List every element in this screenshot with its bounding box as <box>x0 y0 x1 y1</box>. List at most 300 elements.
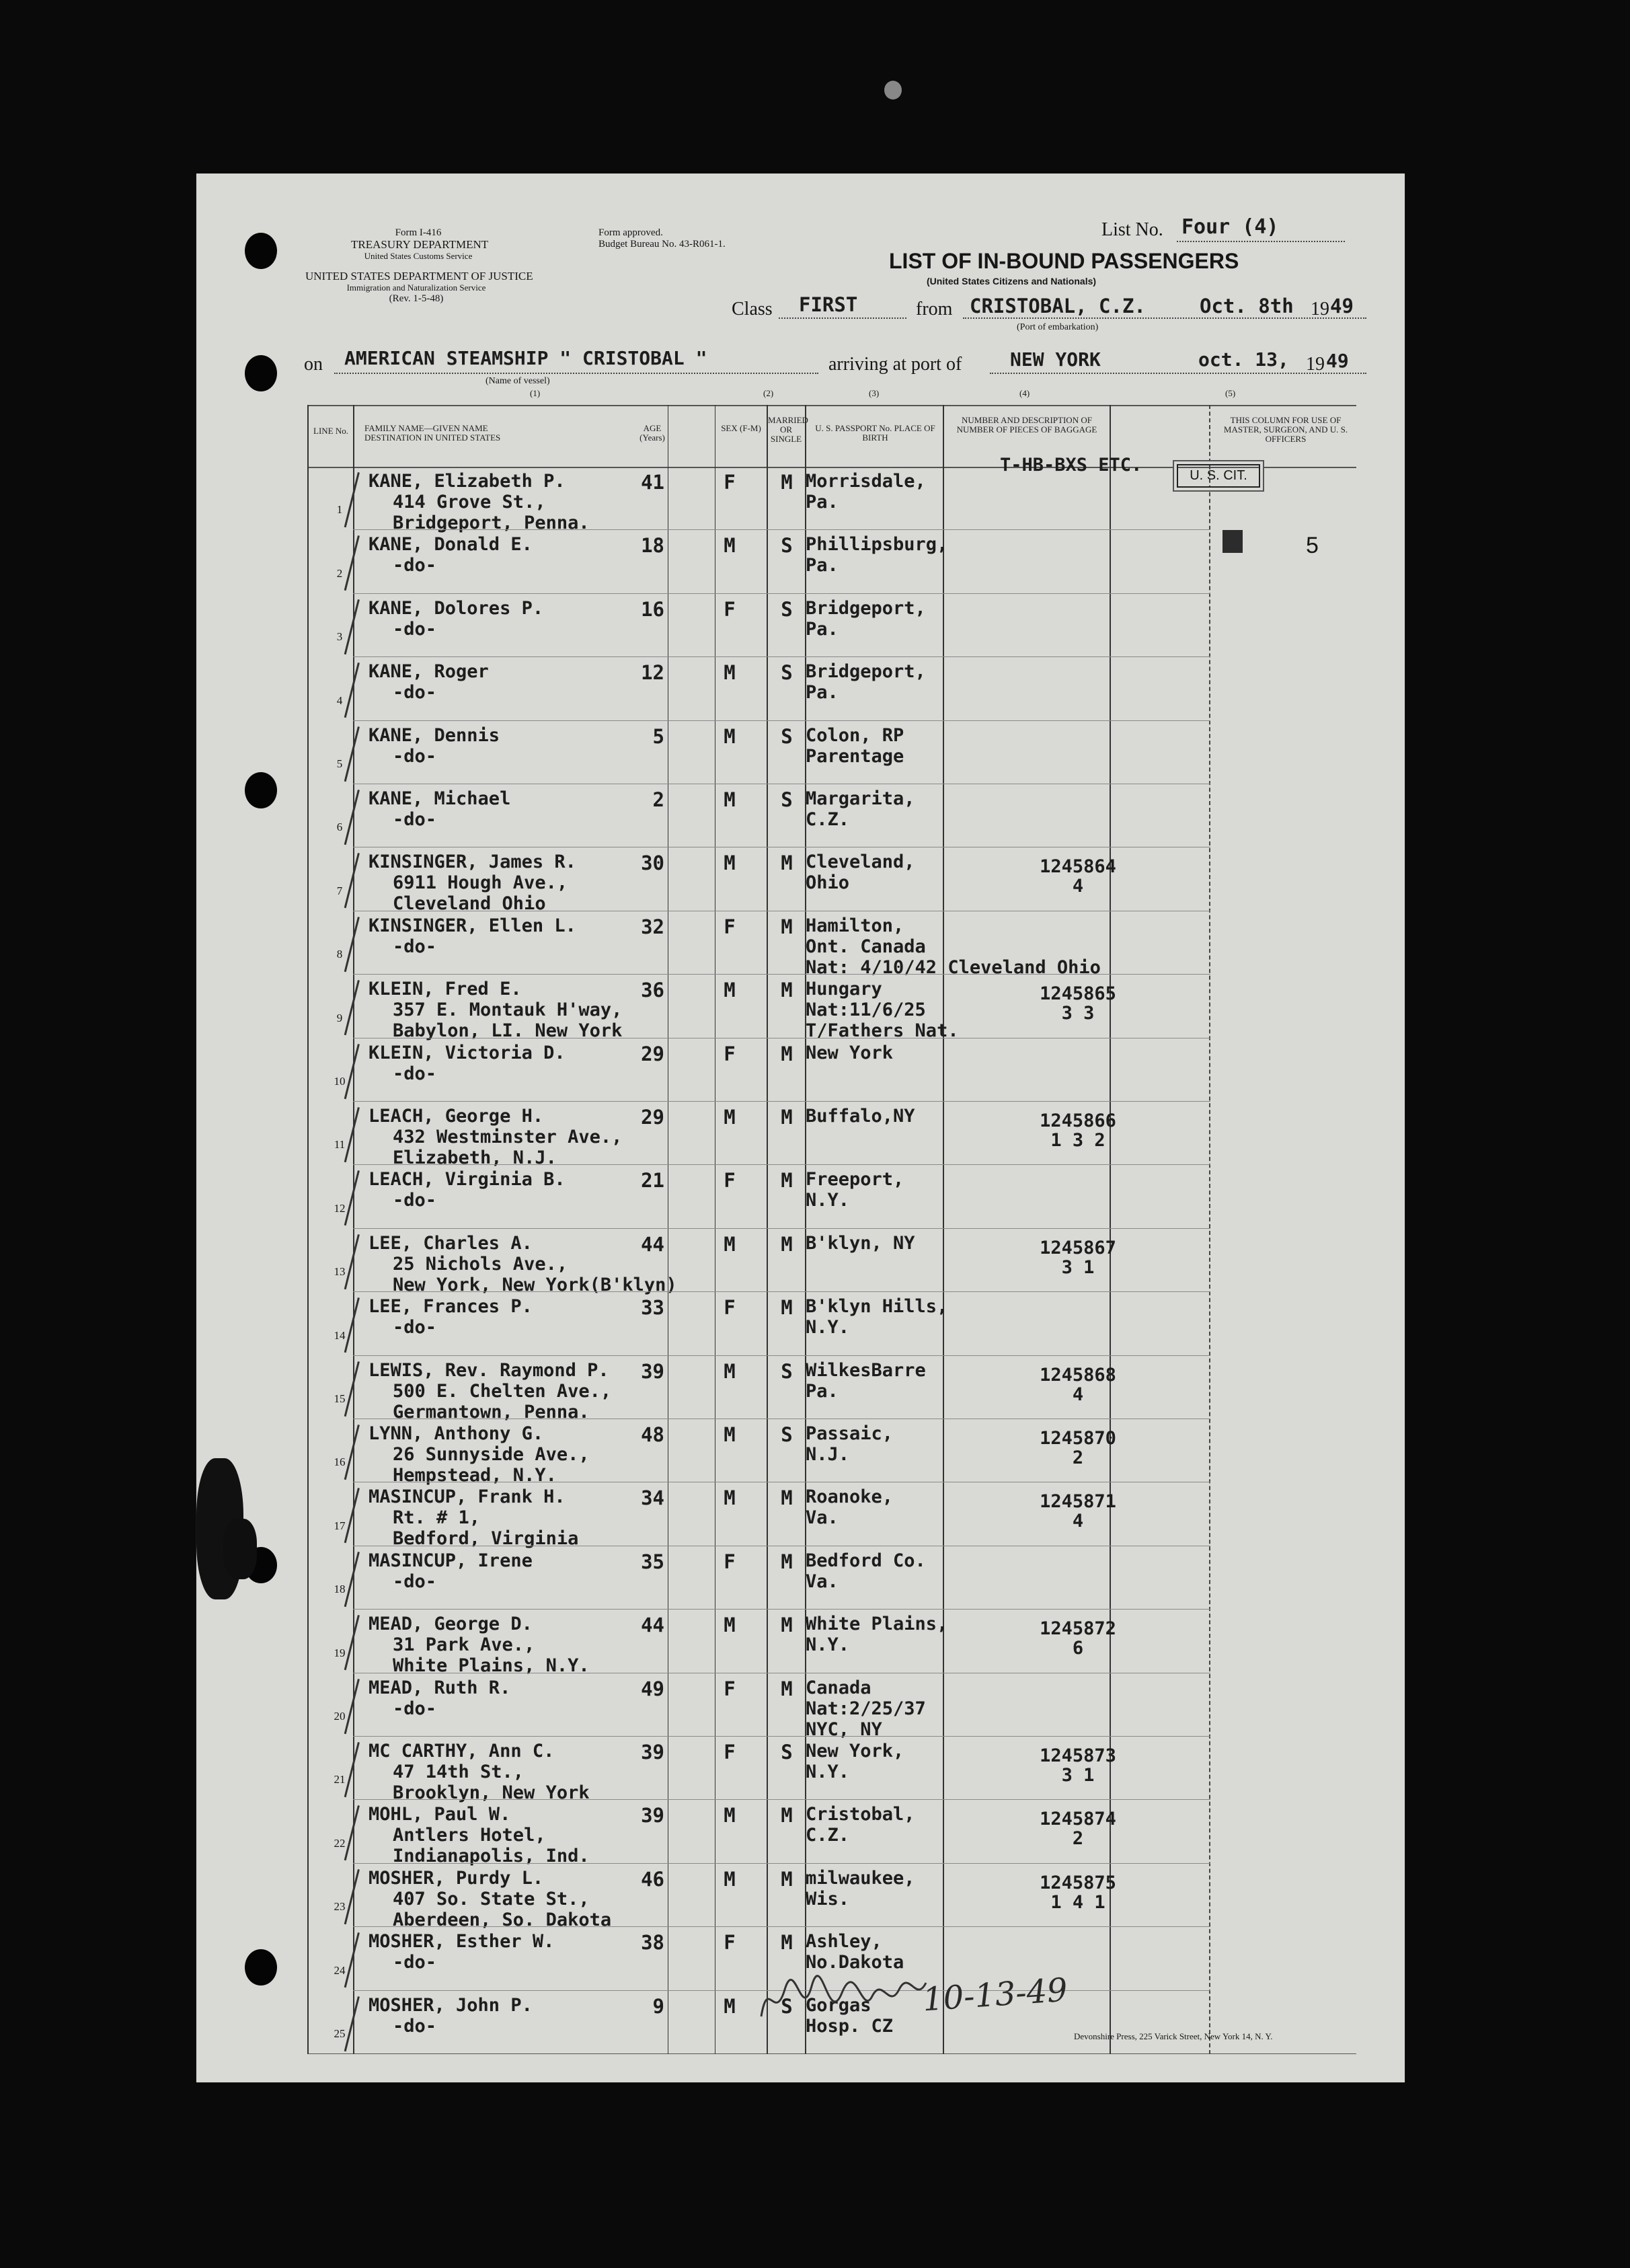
line-number: 16 <box>334 1456 346 1469</box>
vessel-line <box>334 373 818 374</box>
speck <box>884 81 902 100</box>
destination-line: -do- <box>393 2015 437 2037</box>
baggage-check-number: 1245866 <box>1040 1110 1116 1131</box>
birth-line: Gorgas <box>806 1994 871 2016</box>
marital-status: M <box>781 1931 793 1955</box>
birth-line: Nat:11/6/25 <box>806 999 926 1021</box>
destination-line: 432 Westminster Ave., <box>393 1127 623 1147</box>
check-mark <box>344 472 360 528</box>
destination-line: -do- <box>393 1317 437 1338</box>
age: 38 <box>641 1931 664 1955</box>
class-label: Class <box>732 299 773 319</box>
passenger-name-address <box>368 1614 590 1676</box>
sex: F <box>724 915 736 938</box>
sex: M <box>724 979 736 1002</box>
treasury-label: TREASURY DEPARTMENT <box>351 238 489 251</box>
sex: M <box>724 661 736 685</box>
budget-bureau: Budget Bureau No. 43-R061-1. <box>598 239 726 250</box>
place-of-birth <box>806 1741 904 1782</box>
birth-line: N.Y. <box>806 1634 850 1656</box>
passenger-row <box>196 1229 1405 1295</box>
birth-line: B'klyn, NY <box>806 1232 915 1254</box>
passenger-row <box>196 721 1405 784</box>
marital-status: M <box>781 1614 793 1637</box>
destination-line: Antlers Hotel, <box>393 1825 546 1846</box>
birth-line: Pa. <box>806 1380 839 1402</box>
check-mark <box>344 726 360 782</box>
arrival-date: oct. 13, <box>1198 348 1289 371</box>
passenger-name: LEE, Frances P. <box>368 1296 533 1318</box>
baggage-type-header: T-HB-BXS ETC. <box>1000 455 1142 476</box>
birth-line: Va. <box>806 1507 839 1529</box>
passenger-name-address <box>368 534 533 576</box>
baggage-check-number: 1245875 <box>1040 1872 1116 1893</box>
place-of-birth <box>806 915 1101 978</box>
age: 46 <box>641 1867 664 1891</box>
birth-line: Passaic, <box>806 1423 894 1444</box>
baggage-entry <box>1004 1429 1152 1468</box>
line-number: 8 <box>336 948 343 961</box>
destination-line: -do- <box>393 1063 437 1084</box>
destination-line: 47 14th St., <box>393 1762 525 1782</box>
age: 33 <box>641 1296 664 1320</box>
birth-line: Buffalo,NY <box>806 1106 915 1127</box>
destination-line: Bridgeport, Penna. <box>393 513 590 533</box>
destination-line: -do- <box>393 936 437 957</box>
line-number: 21 <box>334 1773 346 1786</box>
age: 30 <box>641 852 664 875</box>
passenger-name-address <box>368 661 489 703</box>
place-of-birth <box>806 1360 926 1402</box>
birth-line: B'klyn Hills, <box>806 1296 948 1318</box>
place-of-birth <box>806 1233 915 1254</box>
passenger-row <box>196 1038 1405 1102</box>
sex: M <box>724 724 736 748</box>
birth-line: WilkesBarre <box>806 1359 926 1381</box>
line-number: 24 <box>334 1963 346 1977</box>
place-of-birth <box>806 1868 915 1910</box>
destination-line: Rt. # 1, <box>393 1507 481 1529</box>
baggage-check-number: 1245874 <box>1040 1809 1116 1830</box>
check-mark <box>344 1742 360 1798</box>
line-number: 6 <box>336 821 343 834</box>
place-of-birth <box>806 1169 904 1211</box>
place-of-birth <box>806 1296 947 1338</box>
baggage-check-number: 1245868 <box>1040 1364 1116 1386</box>
marital-status: M <box>781 1042 793 1065</box>
birth-line: Canada <box>806 1677 871 1698</box>
marital-status: M <box>781 1804 793 1827</box>
document-subtitle: (United States Citizens and Nationals) <box>927 276 1097 287</box>
passenger-name: KANE, Dolores P. <box>368 597 544 619</box>
baggage-check-number: 1245873 <box>1040 1745 1116 1766</box>
destination-line: 31 Park Ave., <box>393 1634 535 1656</box>
passenger-name: MEAD, George D. <box>368 1614 533 1635</box>
age: 2 <box>652 788 664 811</box>
passenger-name: KLEIN, Victoria D. <box>368 1042 566 1063</box>
passenger-name-address <box>368 979 622 1041</box>
passenger-row <box>196 1546 1405 1610</box>
destination-line: -do- <box>393 682 437 704</box>
customs-label: United States Customs Service <box>364 251 473 261</box>
from-line <box>963 317 1366 319</box>
check-mark <box>344 1234 360 1290</box>
birth-line: Ont. Canada <box>806 936 926 957</box>
passenger-row <box>196 911 1405 978</box>
age: 44 <box>641 1614 664 1637</box>
passenger-name: MEAD, Ruth R. <box>368 1677 511 1698</box>
passenger-row <box>196 847 1405 915</box>
check-mark <box>344 1170 360 1226</box>
passenger-name: LEWIS, Rev. Raymond P. <box>368 1359 609 1381</box>
place-of-birth <box>806 788 915 830</box>
embarkation-caption: (Port of embarkation) <box>1017 322 1099 332</box>
check-mark <box>344 1297 360 1353</box>
baggage-entry <box>1004 1746 1152 1785</box>
place-of-birth <box>806 725 904 767</box>
passenger-row <box>196 784 1405 847</box>
baggage-pieces: 2 <box>1072 1447 1084 1468</box>
baggage-pieces: 3 1 <box>1061 1256 1095 1278</box>
birth-line: Bridgeport, <box>806 661 926 683</box>
passenger-row <box>196 1737 1405 1803</box>
age: 12 <box>641 661 664 685</box>
passenger-name-address <box>368 1931 554 1973</box>
ins-label: Immigration and Naturalization Service <box>346 282 486 293</box>
birth-line: Hungary <box>806 979 882 1000</box>
destination-line: -do- <box>393 745 437 767</box>
birth-line: Phillipsburg, <box>806 534 948 556</box>
baggage-pieces: 1 4 1 <box>1050 1891 1105 1913</box>
age: 39 <box>641 1741 664 1764</box>
baggage-check-number: 1245865 <box>1040 983 1116 1005</box>
marital-status: M <box>781 1169 793 1193</box>
baggage-check-number: 1245870 <box>1040 1428 1116 1449</box>
passenger-name: MASINCUP, Frank H. <box>368 1486 566 1508</box>
passenger-name: LEACH, George H. <box>368 1106 544 1127</box>
check-mark <box>344 1425 360 1480</box>
check-mark <box>344 535 360 591</box>
passenger-name: KANE, Donald E. <box>368 534 533 556</box>
sex: M <box>724 852 736 875</box>
baggage-entry <box>1004 1809 1152 1848</box>
baggage-pieces: 3 1 <box>1061 1765 1095 1786</box>
arrival-year-print: 19 <box>1306 354 1325 375</box>
place-of-birth <box>806 1106 915 1127</box>
birth-line: Freeport, <box>806 1169 904 1190</box>
line-number: 15 <box>334 1392 346 1405</box>
passenger-name: KANE, Dennis <box>368 724 500 746</box>
destination-line: -do- <box>393 1190 437 1211</box>
place-of-birth <box>806 1043 893 1063</box>
sex: F <box>724 1550 736 1573</box>
justice-label: UNITED STATES DEPARTMENT OF JUSTICE <box>305 270 533 282</box>
marital-status: S <box>781 1359 793 1383</box>
passenger-name-address <box>368 1741 590 1803</box>
form-number: Form I-416 <box>395 227 442 238</box>
check-mark <box>344 790 360 845</box>
birth-line: Pa. <box>806 618 839 640</box>
col-num-1: (1) <box>530 388 541 398</box>
passenger-name-address <box>368 852 576 914</box>
line-number: 14 <box>334 1328 346 1342</box>
vessel-name: AMERICAN STEAMSHIP " CRISTOBAL " <box>344 347 707 369</box>
sex: M <box>724 1423 736 1446</box>
form-approved: Form approved. <box>598 227 663 238</box>
destination-line: 6911 Hough Ave., <box>393 872 568 894</box>
check-mark <box>344 1932 360 1988</box>
marital-status: M <box>781 1232 793 1256</box>
marital-status: M <box>781 1106 793 1129</box>
baggage-pieces: 1 3 2 <box>1050 1130 1105 1151</box>
passenger-name: KANE, Michael <box>368 788 511 809</box>
list-no-value: Four (4) <box>1181 215 1279 239</box>
destination-line: 407 So. State St., <box>393 1888 590 1910</box>
destination-line: New York, New York(B'klyn) <box>393 1274 677 1295</box>
passenger-row <box>196 1864 1405 1930</box>
baggage-entry <box>1004 857 1152 896</box>
line-number: 10 <box>334 1074 346 1088</box>
destination-line: -do- <box>393 1698 437 1719</box>
destination-line: -do- <box>393 1571 437 1592</box>
passenger-name-address <box>368 1550 533 1592</box>
baggage-entry <box>1004 1111 1152 1150</box>
passenger-name: LEACH, Virginia B. <box>368 1169 566 1190</box>
sex: M <box>724 1106 736 1129</box>
col-officers: THIS COLUMN FOR USE OF MASTER, SURGEON, AND U. S. OFFICERS <box>1223 415 1348 444</box>
birth-line: Parentage <box>806 745 904 767</box>
birth-line: T/Fathers Nat. <box>806 1020 959 1042</box>
destination-line: -do- <box>393 1952 437 1973</box>
birth-line: Margarita, <box>806 788 915 809</box>
punch-hole <box>245 355 277 391</box>
passenger-name: MOSHER, Purdy L. <box>368 1867 544 1889</box>
passenger-name-address <box>368 471 590 533</box>
baggage-entry <box>1004 984 1152 1023</box>
destination-line: -do- <box>393 809 437 830</box>
passenger-name: LYNN, Anthony G. <box>368 1423 544 1444</box>
destination-line: Elizabeth, N.J. <box>393 1147 557 1168</box>
age: 41 <box>641 471 664 494</box>
col-num-2: (2) <box>763 388 774 398</box>
col-num-3: (3) <box>869 388 880 398</box>
line-number: 18 <box>334 1583 346 1596</box>
place-of-birth <box>806 661 926 703</box>
birth-line: Pa. <box>806 682 839 704</box>
passenger-row <box>196 1419 1405 1486</box>
departure-year-print: 19 <box>1311 299 1329 319</box>
vessel-caption: (Name of vessel) <box>486 376 550 386</box>
col-baggage: NUMBER AND DESCRIPTION OF NUMBER OF PIECES OF BAGGAGE <box>956 415 1097 434</box>
marital-status: M <box>781 1867 793 1891</box>
birth-line: Pa. <box>806 492 839 513</box>
passenger-name: MOSHER, John P. <box>368 1994 533 2016</box>
birth-line: White Plains, <box>806 1614 948 1635</box>
passenger-name-address <box>368 788 510 830</box>
passenger-row <box>196 530 1405 593</box>
passenger-name: LEE, Charles A. <box>368 1232 533 1254</box>
passenger-list-page <box>196 174 1405 2082</box>
destination-line: Hempstead, N.Y. <box>393 1465 557 1486</box>
birth-line: Ashley, <box>806 1931 882 1953</box>
sex: M <box>724 1804 736 1827</box>
birth-line: New York, <box>806 1741 904 1762</box>
printer-imprint: Devonshire Press, 225 Varick Street, New York 14, N. Y. <box>1074 2031 1273 2041</box>
check-mark <box>344 599 360 655</box>
class-line <box>779 317 906 319</box>
line-number: 5 <box>336 757 343 770</box>
age: 44 <box>641 1232 664 1256</box>
passenger-row <box>196 1673 1405 1740</box>
passenger-name-address <box>368 915 576 957</box>
birth-line: N.Y. <box>806 1317 850 1338</box>
passenger-name-address <box>368 1486 578 1549</box>
birth-line: Cleveland, <box>806 852 915 873</box>
destination-line: Germantown, Penna. <box>393 1401 590 1423</box>
marital-status: M <box>781 1550 793 1573</box>
passenger-name: MASINCUP, Irene <box>368 1550 533 1571</box>
list-no-line <box>1177 241 1345 242</box>
birth-line: Bedford Co. <box>806 1550 926 1571</box>
birth-line: Pa. <box>806 555 839 576</box>
place-of-birth <box>806 1486 893 1528</box>
destination-line: 500 E. Chelten Ave., <box>393 1380 612 1402</box>
birth-line: N.Y. <box>806 1762 850 1782</box>
place-of-birth <box>806 1423 893 1465</box>
check-mark <box>344 663 360 718</box>
col-num-5: (5) <box>1225 388 1236 398</box>
passenger-row <box>196 467 1405 533</box>
baggage-check-number: 1245867 <box>1040 1237 1116 1258</box>
marital-status: M <box>781 471 793 494</box>
age: 18 <box>641 534 664 558</box>
destination-line: -do- <box>393 555 437 576</box>
marital-status: S <box>781 1741 793 1764</box>
sex: M <box>724 1994 736 2018</box>
birth-line: NYC, NY <box>806 1718 882 1740</box>
destination-line: Babylon, LI. New York <box>393 1020 623 1042</box>
age: 29 <box>641 1042 664 1065</box>
birth-line: New York <box>806 1042 894 1063</box>
sex: F <box>724 1296 736 1320</box>
age: 39 <box>641 1804 664 1827</box>
birth-line: No.Dakota <box>806 1952 904 1973</box>
baggage-pieces: 4 <box>1072 1384 1084 1405</box>
age: 48 <box>641 1423 664 1446</box>
marital-status: M <box>781 1486 793 1510</box>
age: 29 <box>641 1106 664 1129</box>
marital-status: S <box>781 724 793 748</box>
col-line-no: LINE No. <box>313 426 348 436</box>
col-married: MARRIED OR SINGLE <box>768 415 808 444</box>
table-top-rule <box>307 405 1356 406</box>
line-number: 25 <box>334 2027 346 2040</box>
birth-line: Nat: 4/10/42 Cleveland Ohio <box>806 956 1101 978</box>
birth-line: C.Z. <box>806 1825 850 1846</box>
line-number: 7 <box>336 884 343 897</box>
birth-line: Morrisdale, <box>806 471 926 492</box>
on-label: on <box>304 354 323 375</box>
passenger-name-address <box>368 1804 590 1866</box>
sex: F <box>724 471 736 494</box>
passenger-name-address <box>368 1423 590 1486</box>
passenger-name: KLEIN, Fred E. <box>368 979 522 1000</box>
passenger-row <box>196 657 1405 720</box>
age: 32 <box>641 915 664 938</box>
destination-line: White Plains, N.Y. <box>393 1655 590 1677</box>
line-number: 2 <box>336 566 343 580</box>
arriving-label: arriving at port of <box>828 354 962 375</box>
passenger-row <box>196 1482 1405 1550</box>
revision-label: (Rev. 1-5-48) <box>389 293 444 304</box>
line-number: 11 <box>334 1138 346 1151</box>
sex: M <box>724 1486 736 1510</box>
birth-line: Nat:2/25/37 <box>806 1698 926 1719</box>
place-of-birth <box>806 1550 926 1592</box>
birth-line: Wis. <box>806 1888 850 1910</box>
passenger-row <box>196 1102 1405 1168</box>
destination-line: Cleveland Ohio <box>393 893 546 915</box>
check-mark <box>344 1044 360 1100</box>
passenger-name-address <box>368 1995 533 2037</box>
marital-status: M <box>781 1677 793 1700</box>
check-mark <box>344 980 360 1036</box>
col-sex: SEX (F-M) <box>721 423 761 433</box>
check-mark <box>344 917 360 973</box>
passenger-name-address <box>368 598 543 640</box>
marital-status: S <box>781 534 793 558</box>
marital-status: M <box>781 852 793 875</box>
line-number: 1 <box>336 503 343 517</box>
baggage-check-number: 1245864 <box>1040 856 1116 878</box>
baggage-entry <box>1004 1873 1152 1912</box>
passenger-name: MC CARTHY, Ann C. <box>368 1741 555 1762</box>
line-number: 12 <box>334 1201 346 1215</box>
sex: M <box>724 1867 736 1891</box>
passenger-name-address <box>368 1677 510 1719</box>
col-num-4: (4) <box>1019 388 1030 398</box>
birth-line: Hamilton, <box>806 915 904 936</box>
baggage-pieces: 4 <box>1072 1511 1084 1532</box>
check-mark <box>344 1996 360 2052</box>
place-of-birth <box>806 979 959 1041</box>
arrival-year: 49 <box>1326 350 1349 372</box>
age: 49 <box>641 1677 664 1700</box>
departure-year: 49 <box>1330 295 1354 317</box>
age: 34 <box>641 1486 664 1510</box>
birth-line: Hosp. CZ <box>806 2015 894 2037</box>
officer-mark: 5 <box>1306 533 1319 558</box>
sex: F <box>724 1677 736 1700</box>
passenger-row <box>196 1800 1405 1867</box>
punch-hole <box>245 233 277 269</box>
check-mark <box>344 1361 360 1417</box>
handwritten-date: 10-13-49 <box>921 1971 1069 2019</box>
sex: M <box>724 788 736 811</box>
age: 5 <box>652 724 664 748</box>
baggage-pieces: 4 <box>1072 876 1084 897</box>
passenger-name-address <box>368 1360 611 1423</box>
check-mark <box>344 1615 360 1671</box>
passenger-row <box>196 975 1405 1042</box>
check-mark <box>344 1869 360 1925</box>
baggage-entry <box>1004 1238 1152 1277</box>
col-passport: U. S. PASSPORT No. PLACE OF BIRTH <box>815 423 935 443</box>
age: 21 <box>641 1169 664 1193</box>
passenger-name: MOSHER, Esther W. <box>368 1931 555 1953</box>
passenger-name-address <box>368 1106 622 1168</box>
passenger-name-address <box>368 725 500 767</box>
